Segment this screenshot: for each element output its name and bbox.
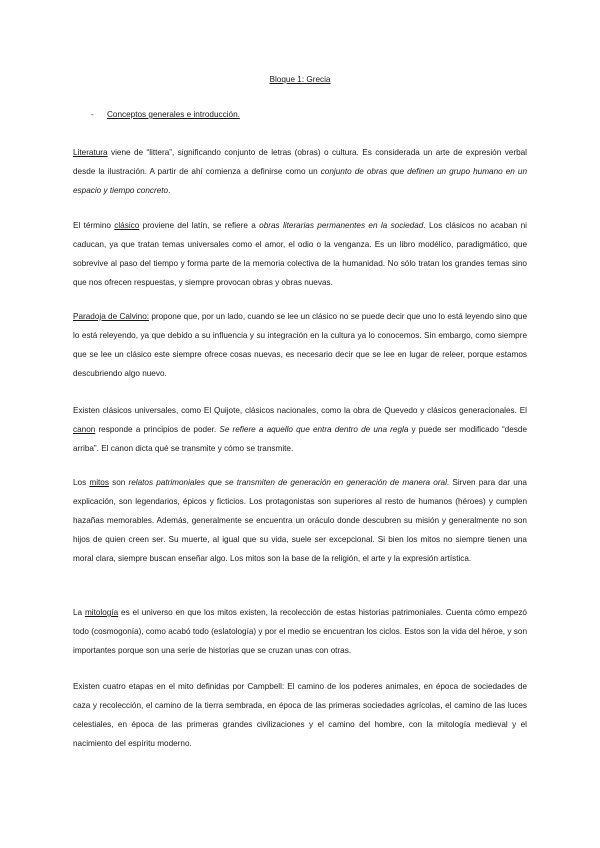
definition-italic: conjunto de obras que definen un grupo humano en un espacio y tiempo concreto xyxy=(73,167,528,195)
text-run: y puede ser modificado “desde arriba”. El canon dicta qué se transmite y cómo se transmite. xyxy=(73,425,527,453)
section-bullet xyxy=(91,110,240,119)
paragraph-campbell xyxy=(73,677,527,753)
text-run: . Los clásicos no acaban ni caducan, ya que tratan temas universales como el amor, el odio o la venganza. Es un libro modélico, paradigmático, que sobrevive al paso del tiempo y forma parte de la memoria colectiva de la humanidad. No sólo tratan los grandes temas sino que nos ofrecen respuestas, y siempre provocan obras y obras nuevas. xyxy=(73,221,527,287)
text-run: son xyxy=(108,478,129,487)
text-run: . Sirven para dar una explicación, son legendarios, épicos y ficticios. Los protagonistas son superiores al resto de humanos (héroes) y cumplen hazañas memorables. Además, generalmente se encuentra un oráculo donde descubren su misión y generalmente no son hijos de quien creen ser. Su muerte, al igual que su vida, suele ser excepcional. Si bien los mitos no siempre tienen una moral clara, siempre buscan enseñar algo. Los mitos son la base de la religión, el arte y la expresión artística. xyxy=(73,478,527,563)
section-heading: Conceptos generales e introducción. xyxy=(107,110,240,119)
definition-italic: obras literarias permanentes en la sociedad xyxy=(259,221,424,230)
text-run: proviene del latín, se refiere a xyxy=(139,221,260,230)
text-run: Los xyxy=(73,478,90,487)
paragraph-paradoja xyxy=(73,307,527,383)
paragraph-literatura xyxy=(73,143,527,200)
text-run: propone que, por un lado, cuando se lee un clásico no se puede decir que uno lo está leyendo sino que lo está releyendo, ya que debido a su influencia y su integración en la cultura ya lo conocemos. Sin embargo, como siempre que se lee un clásico este siempre ofrece cosas nuevas, es necesario decir que se lee en lugar de releer, porque estamos descubriendo algo nuevo. xyxy=(73,312,528,378)
text-run: responde a principios de poder. xyxy=(95,425,220,434)
term-literatura: Literatura xyxy=(73,148,108,157)
term-clasico: clásico xyxy=(114,221,140,230)
page-title: Bloque 1: Grecia xyxy=(269,75,331,84)
term-mitologia: mitología xyxy=(84,608,119,617)
term-mitos: mitos xyxy=(89,478,109,487)
paragraph-mitos xyxy=(73,473,527,568)
paragraph-mitologia xyxy=(73,603,527,660)
text-run: Existen clásicos universales, como El Quijote, clásicos nacionales, como la obra de Quevedo y clásicos generacionales. El xyxy=(73,406,527,415)
text-run: El término xyxy=(73,221,115,230)
text-run: . xyxy=(168,186,171,195)
definition-italic: Se refiere a aquello que entra dentro de una regla xyxy=(219,425,409,434)
paragraph-canon xyxy=(73,401,527,458)
text-run: La xyxy=(73,608,85,617)
bullet-marker: - xyxy=(91,110,94,119)
text-run: Existen cuatro etapas en el mito definidas por Campbell: El camino de los poderes animales, en época de sociedades de caza y recolección, el camino de la tierra sembrada, en época de las primeras sociedades agrícolas, el camino de las luces celestiales, en época de las primeras grandes civilizaciones y el camino del hombre, con la mitología medieval y el nacimiento del espíritu moderno. xyxy=(73,682,527,748)
definition-italic: relatos patrimoniales que se transmiten de generación en generación de manera oral xyxy=(128,478,447,487)
term-paradoja: Paradoja de Calvino: xyxy=(73,312,150,321)
text-run: es el universo en que los mitos existen, la recolección de estas historias patrimoniales. Cuenta cómo empezó todo (cosmogonía), como acabó todo (eslatología) y por el medio se encuentran los ciclos. Estos son la vida del héroe, y son importantes porque son una serie de historias que se cruzan unas con otras. xyxy=(73,608,527,655)
term-canon: canon xyxy=(73,425,96,434)
text-run: viene de “littera”, significando conjunto de letras (obras) o cultura. Es considerada un arte de expresión verbal desde la ilustración. A partir de ahí comienza a definirse como un xyxy=(73,148,527,176)
paragraph-clasico xyxy=(73,216,527,292)
